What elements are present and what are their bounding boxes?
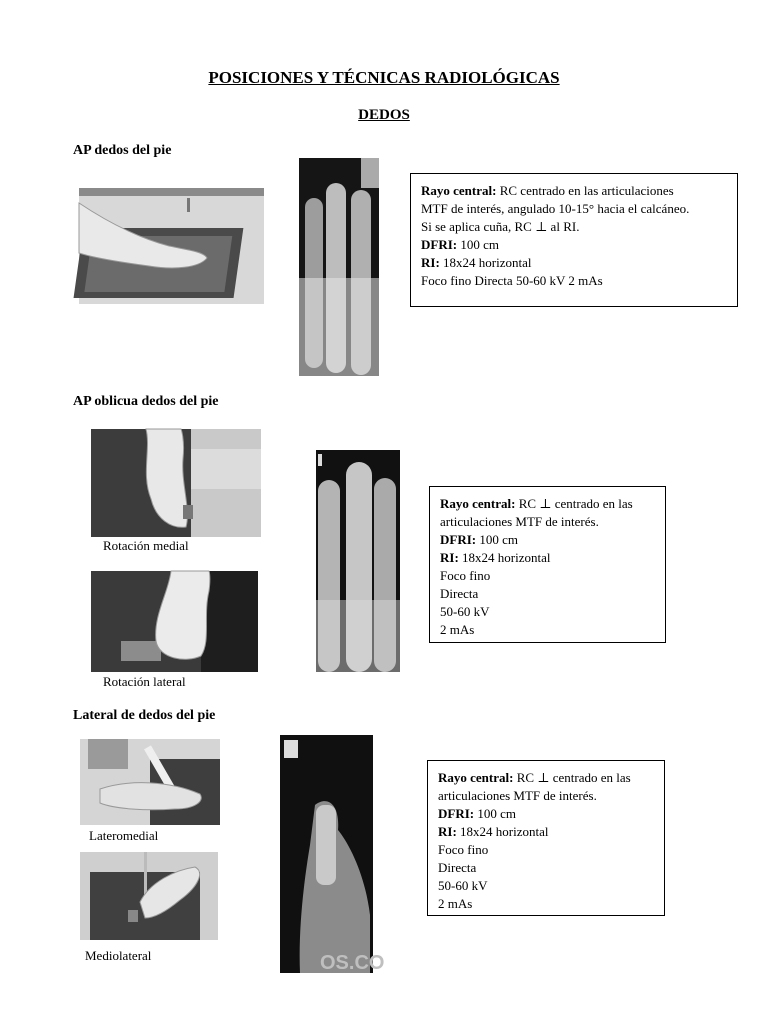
box-label: Rayo central:: [440, 496, 516, 511]
caption-rotacion-medial: Rotación medial: [103, 538, 189, 553]
box-text: RC centrado en las articulaciones: [496, 183, 674, 198]
box-text: 18x24 horizontal: [456, 824, 549, 839]
section-heading-oblique: AP oblicua dedos del pie: [73, 394, 219, 409]
technique-box-oblique: [429, 486, 666, 643]
box-text: 50-60 kV: [438, 878, 488, 893]
xray-watermark: OS.CO: [320, 952, 385, 974]
box-label: Rayo central:: [421, 183, 497, 198]
positioning-photo-lateral: [91, 571, 258, 672]
box-text: RC ⊥ centrado en las: [515, 496, 633, 511]
box-text: 2 mAs: [438, 896, 473, 911]
section-heading-lateral: Lateral de dedos del pie: [73, 708, 216, 723]
xray-lateral: [280, 735, 385, 974]
box-text: 100 cm: [457, 237, 499, 252]
caption-lateromedial: Lateromedial: [89, 828, 159, 843]
page-title: POSICIONES Y TÉCNICAS RADIOLÓGICAS: [208, 68, 560, 87]
technique-box-ap: [410, 173, 738, 307]
box-label: RI:: [438, 824, 457, 839]
box-label: DFRI:: [440, 532, 477, 547]
box-text: Foco fino Directa 50-60 kV 2 mAs: [421, 273, 603, 288]
box-text: RC ⊥ centrado en las: [513, 770, 631, 785]
technique-box-lateral: [427, 760, 665, 916]
box-text: Directa: [438, 860, 477, 875]
caption-mediolateral: Mediolateral: [85, 948, 152, 963]
box-text: Directa: [440, 586, 479, 601]
positioning-photo-ap: [79, 188, 264, 304]
box-label: Rayo central:: [438, 770, 514, 785]
section-heading-ap: AP dedos del pie: [73, 143, 172, 158]
box-text: 50-60 kV: [440, 604, 490, 619]
box-text: Foco fino: [440, 568, 491, 583]
box-label: DFRI:: [421, 237, 458, 252]
box-label: DFRI:: [438, 806, 475, 821]
box-text: articulaciones MTF de interés.: [440, 514, 599, 529]
box-label: RI:: [440, 550, 459, 565]
box-text: 18x24 horizontal: [458, 550, 551, 565]
caption-rotacion-lateral: Rotación lateral: [103, 674, 186, 689]
page-subtitle: DEDOS: [358, 107, 410, 123]
positioning-photo-mediolateral: [80, 852, 218, 940]
box-text: 18x24 horizontal: [439, 255, 532, 270]
box-text: MTF de interés, angulado 10-15° hacia el calcáneo.: [421, 201, 690, 216]
box-text: 100 cm: [474, 806, 516, 821]
box-text: Foco fino: [438, 842, 489, 857]
xray-ap: [299, 158, 379, 376]
box-label: RI:: [421, 255, 440, 270]
xray-oblique: [316, 450, 400, 672]
box-text: 100 cm: [476, 532, 518, 547]
positioning-photo-medial: [91, 429, 261, 537]
box-text: Si se aplica cuña, RC ⊥ al RI.: [421, 219, 580, 234]
positioning-photo-lateromedial: [80, 739, 220, 825]
box-text: articulaciones MTF de interés.: [438, 788, 597, 803]
box-text: 2 mAs: [440, 622, 475, 637]
